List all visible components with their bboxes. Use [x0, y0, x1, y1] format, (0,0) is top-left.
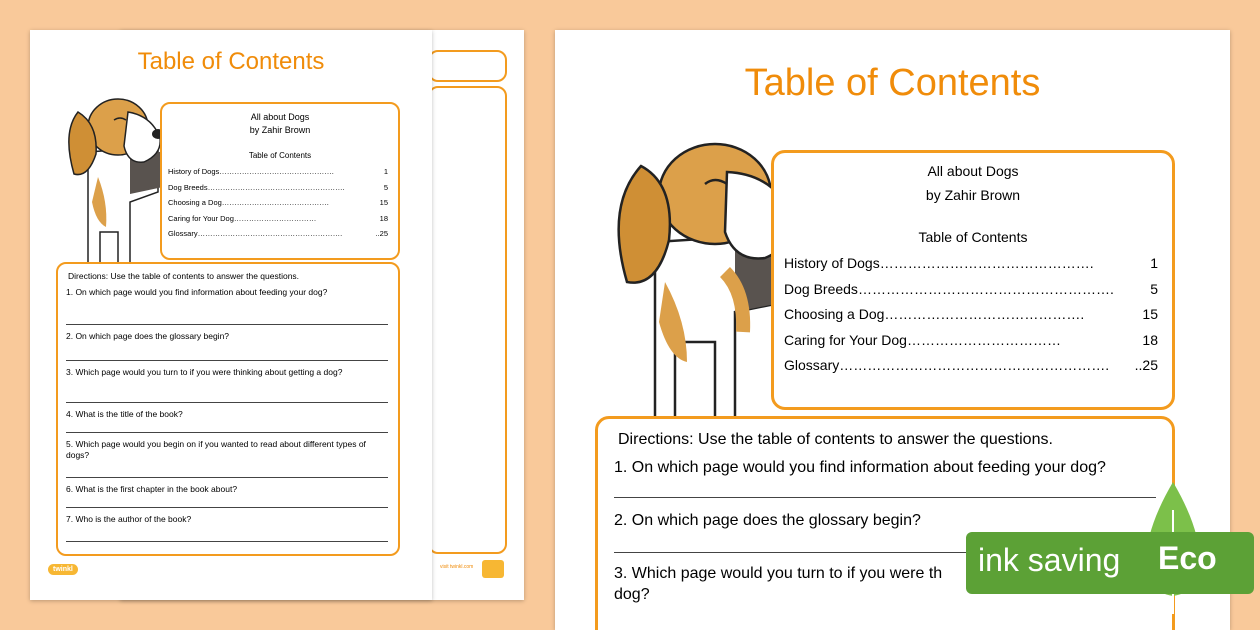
question-item: 4. What is the title of the book?: [66, 409, 388, 433]
question-item: 2. On which page does the glossary begin?: [66, 331, 388, 361]
toc-box: [160, 102, 400, 260]
eco-tag: Eco: [1158, 540, 1217, 576]
toc-entry: History of Dogs ………………………………………. 1: [168, 167, 388, 176]
page-title-large: Table of Contents: [744, 62, 1041, 104]
back-sheet-footer-badge: [482, 560, 504, 578]
question-item: 3. Which page would you turn to if you were thinking about getting a dog?: [66, 367, 388, 403]
toc-entry: Caring for Your Dog …………………………… 18: [784, 331, 1158, 348]
toc-entry: Choosing a Dog ……………………………………. 15: [168, 198, 388, 207]
back-sheet-footer-url: visit twinkl.com: [440, 564, 474, 570]
toc-entry: History of Dogs ………………………………………. 1: [784, 255, 1158, 271]
toc-list-large: [774, 245, 1172, 379]
question-item: 3. Which page would you turn to if you were th dog?: [614, 565, 943, 603]
back-sheet-header-box: [428, 50, 507, 82]
toc-entry: Glossary …………………………………………………. ..25: [784, 357, 1158, 373]
questions-list: [58, 287, 398, 542]
back-sheet-body-box: [428, 86, 507, 554]
question-item: 6. What is the first chapter in the book about?: [66, 484, 388, 508]
twinkl-logo: twinkl: [48, 564, 78, 575]
question-item: 1. On which page would you find information about feeding your dog?: [614, 459, 1156, 498]
ink-saving-eco-badge: [966, 532, 1254, 594]
toc-entry: Choosing a Dog ……………………………………. 15: [784, 306, 1158, 322]
question-item: 5. Which page would you begin on if you wanted to read about different types of dogs?: [66, 439, 388, 478]
toc-entry: Glossary …………………………………………………. ..25: [168, 229, 388, 238]
book-author-large: by Zahir Brown: [925, 187, 1021, 203]
beagle-illustration: [48, 82, 168, 292]
toc-heading-large: Table of Contents: [918, 229, 1028, 245]
directions-text-large: Directions: Use the table of contents to answer the questions.: [618, 431, 1053, 448]
questions-box: [56, 262, 400, 556]
toc-entry: Dog Breeds ………………………………………………. 5: [168, 182, 388, 192]
directions-text: Directions: Use the table of contents to answer the questions.: [68, 271, 300, 281]
book-title: All about Dogs: [250, 112, 310, 122]
toc-list: [162, 160, 398, 242]
book-author: by Zahir Brown: [249, 125, 311, 135]
ink-saving-label: ink saving: [978, 542, 1121, 578]
toc-entry: Dog Breeds ………………………………………………. 5: [784, 280, 1158, 297]
questions-box-large: [595, 416, 1175, 630]
toc-entry: Caring for Your Dog …………………………… 18: [168, 213, 388, 223]
question-item: 1. On which page would you find information about feeding your dog?: [66, 287, 388, 325]
page-title: Table of Contents: [137, 48, 325, 75]
book-title-large: All about Dogs: [927, 163, 1019, 179]
question-item: 2. On which page does the glossary begin?: [614, 512, 1156, 553]
question-item: 7. Who is the author of the book?: [66, 514, 388, 542]
toc-heading: Table of Contents: [248, 151, 312, 160]
left-worksheet-sheet: [30, 30, 432, 600]
toc-box-large: [771, 150, 1175, 410]
